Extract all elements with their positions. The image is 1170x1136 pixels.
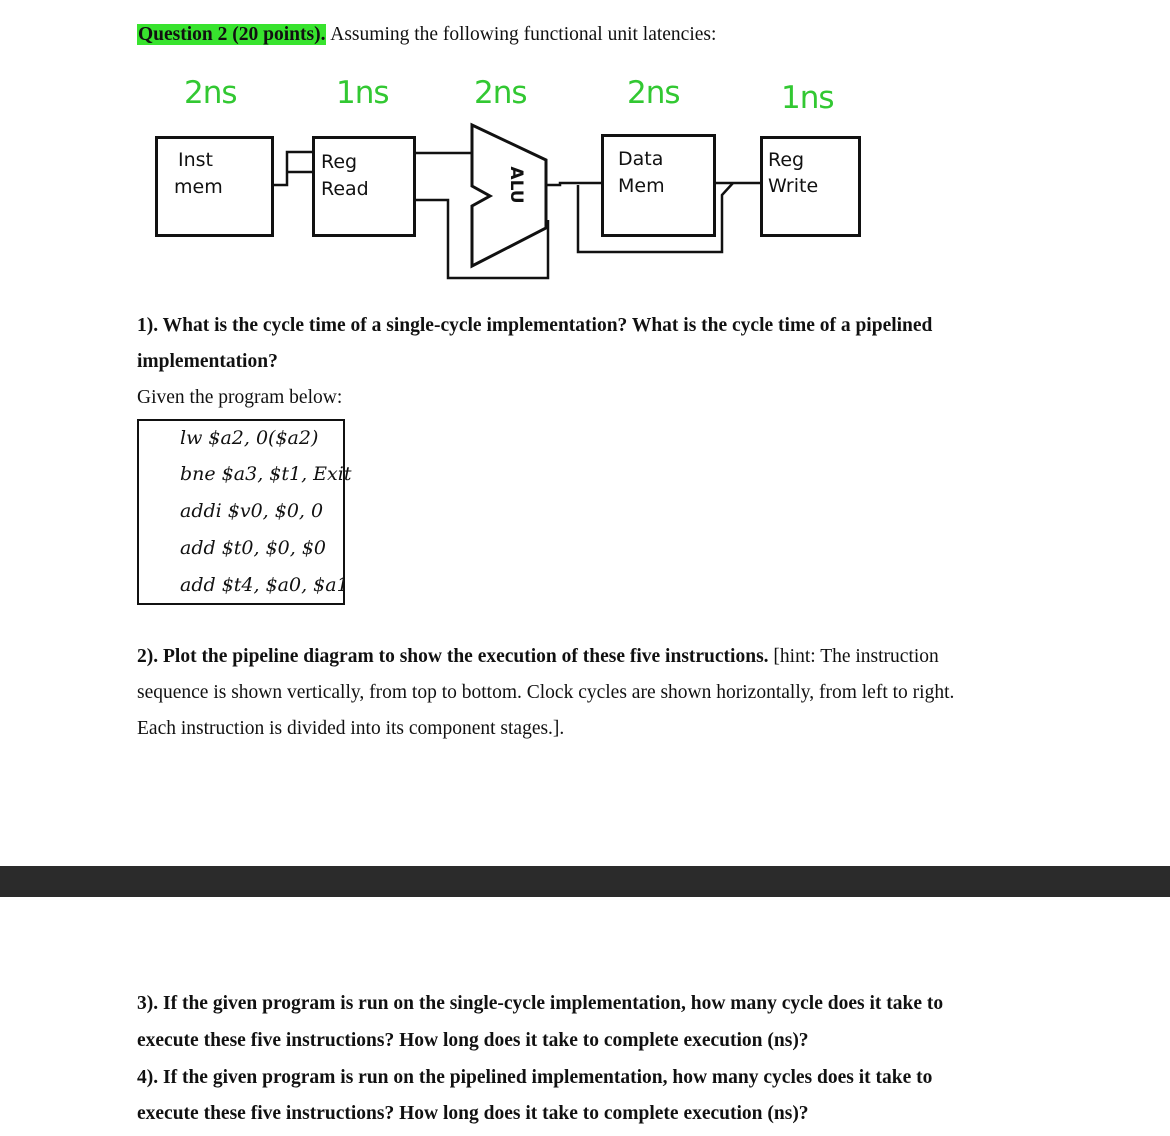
inst-mem-label-1: Inst	[178, 149, 213, 171]
wire-inst-to-reg	[273, 152, 314, 185]
wire-alu-to-datamem	[546, 183, 603, 185]
program-line: addi $v0, $0, 0	[180, 500, 324, 522]
data-mem-label-2: Mem	[618, 175, 665, 197]
reg-read-box	[312, 136, 416, 237]
reg-write-box	[760, 136, 861, 237]
program-line: lw $a2, 0($a2)	[180, 427, 319, 449]
q2-line-2: sequence is shown vertically, from top to bottom. Clock cycles are shown horizontally, from left to right.	[137, 682, 955, 703]
q3-line-1: 3). If the given program is run on the single-cycle implementation, how many cycle does it take to	[137, 993, 944, 1014]
inst-mem-box	[155, 136, 274, 237]
question-intro: Assuming the following functional unit latencies:	[330, 24, 717, 45]
reg-write-label-1: Reg	[768, 149, 805, 171]
inst-mem-label-2: mem	[174, 176, 223, 198]
latency-reg-read: 1ns	[336, 75, 389, 111]
program-box	[137, 419, 352, 605]
q1-line-2: implementation?	[137, 351, 278, 372]
reg-read-label-1: Reg	[321, 151, 358, 173]
q2-line-1	[137, 647, 939, 667]
q2-line-3: Each instruction is divided into its component stages.].	[137, 718, 565, 739]
q2-hint: [hint: The instruction	[773, 646, 939, 667]
program-line: bne $a3, $t1, Exit	[180, 463, 352, 485]
q4-line-1: 4). If the given program is run on the pipelined implementation, how many cycles does it take to	[137, 1067, 933, 1088]
q1-line-1: 1). What is the cycle time of a single-cycle implementation? What is the cycle time of a pipelined	[137, 315, 933, 336]
latency-alu: 2ns	[474, 75, 527, 111]
page-divider	[0, 866, 1170, 897]
reg-write-label-2: Write	[768, 175, 819, 197]
q4-line-2: execute these five instructions? How long does it take to complete execution (ns)?	[137, 1103, 809, 1124]
alu-label: ALU	[506, 166, 526, 204]
reg-read-label-2: Read	[321, 178, 369, 200]
program-intro: Given the program below:	[137, 387, 343, 408]
program-line: add $t4, $a0, $a1	[180, 574, 349, 596]
data-mem-box	[601, 134, 716, 237]
latency-reg-write: 1ns	[781, 80, 834, 116]
question-label: Question 2 (20 points).	[138, 24, 326, 45]
latency-inst-mem: 2ns	[184, 75, 237, 111]
program-line: add $t0, $0, $0	[180, 537, 327, 559]
latency-data-mem: 2ns	[627, 75, 680, 111]
data-mem-label-1: Data	[618, 148, 664, 170]
q3-line-2: execute these five instructions? How long does it take to complete execution (ns)?	[137, 1030, 809, 1051]
q2-bold: 2). Plot the pipeline diagram to show the execution of these five instructions.	[137, 646, 769, 667]
